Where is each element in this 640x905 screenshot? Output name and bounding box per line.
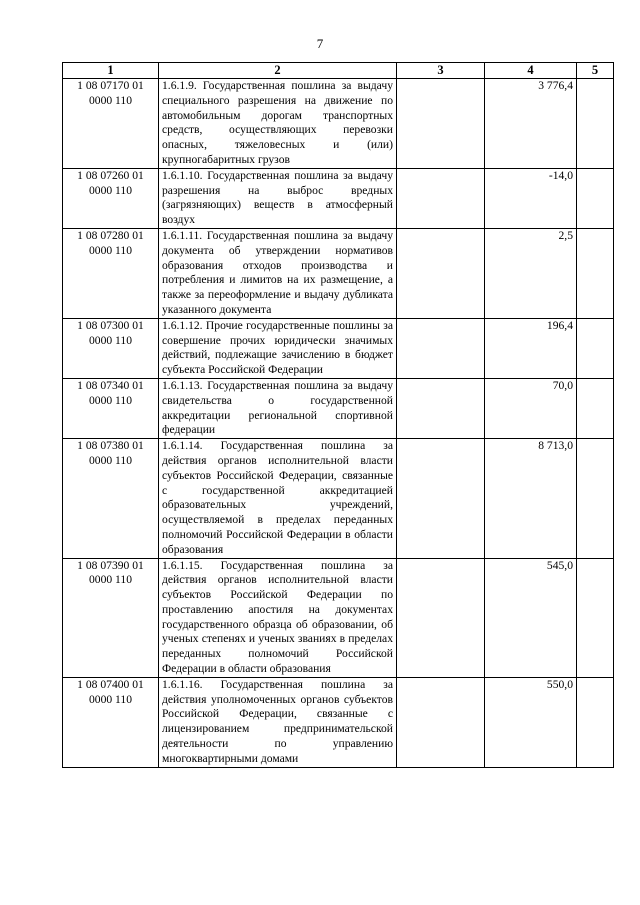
- column-header-2: 2: [159, 63, 397, 79]
- column-5-cell: [577, 558, 614, 677]
- column-5-cell: [577, 228, 614, 318]
- column-5-cell: [577, 79, 614, 169]
- column-header-3: 3: [397, 63, 485, 79]
- fee-description: 1.6.1.11. Государственная пошлина за выдачу документа об утверждении нормативов образования отходов производства и потребления и лимитов на их размещение, а также за переоформление и выдачу дубликата указанного документа: [159, 228, 397, 318]
- budget-code: 1 08 07400 01 0000 110: [63, 677, 159, 767]
- column-3-cell: [397, 677, 485, 767]
- table-row: [63, 558, 614, 677]
- amount-cell: 3 776,4: [485, 79, 577, 169]
- column-5-cell: [577, 168, 614, 228]
- column-3-cell: [397, 79, 485, 169]
- fee-description: 1.6.1.15. Государственная пошлина за действия органов исполнительной власти субъектов Российской Федерации по проставлению апостиля на документах государственного образца об образовании, об ученых степенях и ученых званиях в пределах переданных полномочий Российской Федерации в области образования: [159, 558, 397, 677]
- header-row: [63, 63, 614, 79]
- table-row: [63, 677, 614, 767]
- budget-code: 1 08 07340 01 0000 110: [63, 378, 159, 438]
- fee-description: 1.6.1.9. Государственная пошлина за выдачу специального разрешения на движение по автомобильным дорогам транспортных средств, осуществляющих перевозки опасных, тяжеловесных и (или) крупногабаритных грузов: [159, 79, 397, 169]
- budget-code: 1 08 07260 01 0000 110: [63, 168, 159, 228]
- amount-cell: 550,0: [485, 677, 577, 767]
- amount-cell: 70,0: [485, 378, 577, 438]
- table-row: [63, 79, 614, 169]
- amount-cell: 196,4: [485, 318, 577, 378]
- fee-description: 1.6.1.10. Государственная пошлина за выдачу разрешения на выброс вредных (загрязняющих) веществ в атмосферный воздух: [159, 168, 397, 228]
- column-5-cell: [577, 318, 614, 378]
- budget-code: 1 08 07390 01 0000 110: [63, 558, 159, 677]
- fee-description: 1.6.1.12. Прочие государственные пошлины за совершение прочих юридически значимых действий, подлежащие зачислению в бюджет субъекта Российской Федерации: [159, 318, 397, 378]
- column-3-cell: [397, 378, 485, 438]
- amount-cell: 545,0: [485, 558, 577, 677]
- budget-code: 1 08 07380 01 0000 110: [63, 439, 159, 558]
- column-3-cell: [397, 558, 485, 677]
- fee-description: 1.6.1.13. Государственная пошлина за выдачу свидетельства о государственной аккредитации региональной спортивной федерации: [159, 378, 397, 438]
- column-header-4: 4: [485, 63, 577, 79]
- table-row: [63, 378, 614, 438]
- amount-cell: -14,0: [485, 168, 577, 228]
- column-3-cell: [397, 439, 485, 558]
- budget-code: 1 08 07170 01 0000 110: [63, 79, 159, 169]
- column-header-5: 5: [577, 63, 614, 79]
- table-row: [63, 318, 614, 378]
- column-5-cell: [577, 677, 614, 767]
- budget-code: 1 08 07300 01 0000 110: [63, 318, 159, 378]
- column-header-1: 1: [63, 63, 159, 79]
- table-row: [63, 228, 614, 318]
- budget-code: 1 08 07280 01 0000 110: [63, 228, 159, 318]
- fee-description: 1.6.1.14. Государственная пошлина за действия органов исполнительной власти субъектов Российской Федерации, связанные с государственной аккредитацией образовательных учреждений, осуществляемой в пределах переданных полномочий Российской Федерации в области образования: [159, 439, 397, 558]
- column-3-cell: [397, 228, 485, 318]
- column-5-cell: [577, 439, 614, 558]
- budget-table: [62, 62, 614, 768]
- column-3-cell: [397, 318, 485, 378]
- table-row: [63, 168, 614, 228]
- column-5-cell: [577, 378, 614, 438]
- column-3-cell: [397, 168, 485, 228]
- page-number: 7: [316, 36, 324, 51]
- fee-description: 1.6.1.16. Государственная пошлина за действия уполномоченных органов субъектов Российской Федерации, связанные с лицензированием предпринимательской деятельности по управлению многоквартирными домами: [159, 677, 397, 767]
- amount-cell: 8 713,0: [485, 439, 577, 558]
- table-row: [63, 439, 614, 558]
- amount-cell: 2,5: [485, 228, 577, 318]
